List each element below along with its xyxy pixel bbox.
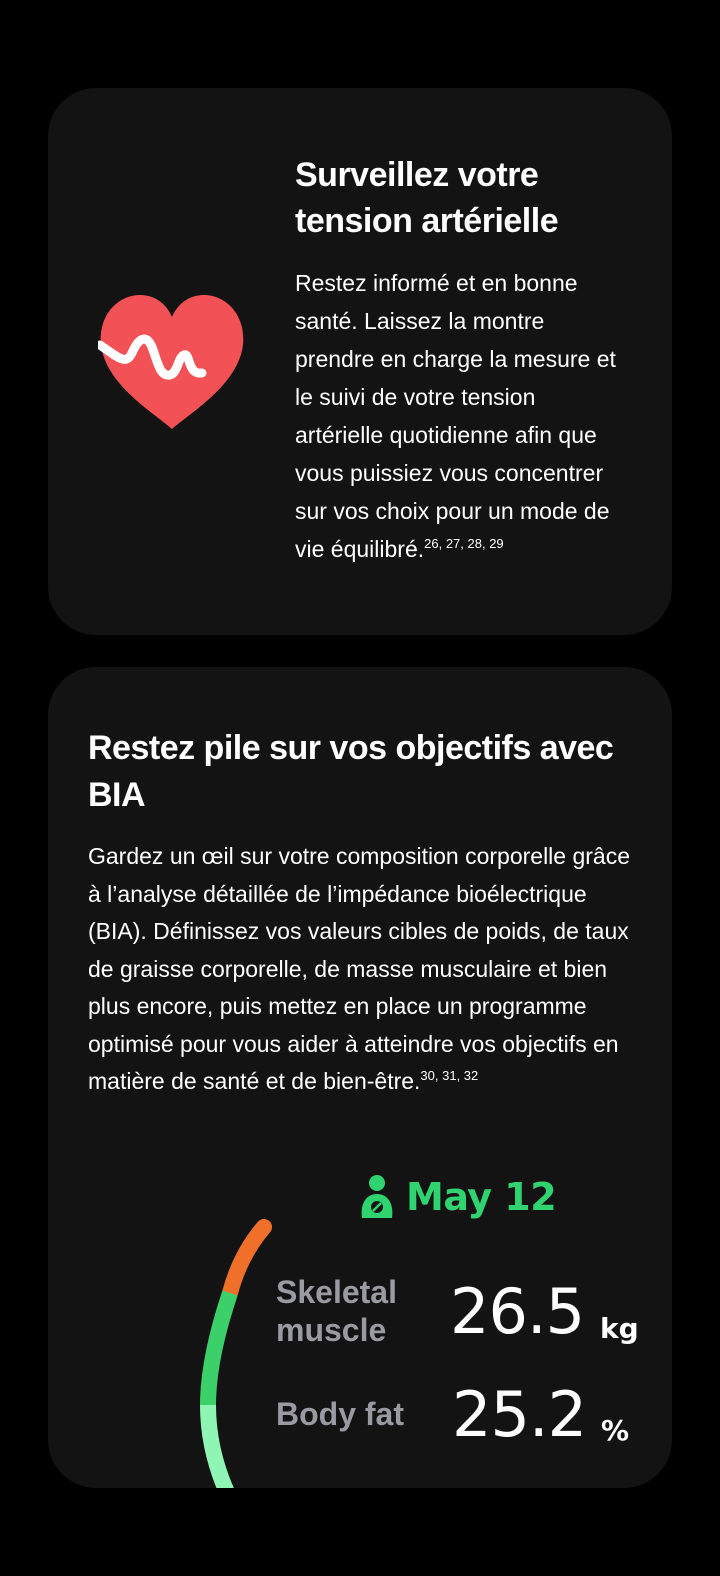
skeletal-muscle-value: 26.5 xyxy=(450,1275,585,1348)
gauge-segment-light-green xyxy=(208,1405,234,1488)
heart-pulse-icon xyxy=(98,293,246,431)
body-composition-icon xyxy=(358,1174,396,1220)
bia-card-body: Gardez un œil sur votre composition corporelle grâce à l’analyse détaillée de l’impédance bioélectrique (BIA). Définissez vos valeurs cibles de poids, de taux de graisse corporelle, de masse musculaire et bien plus encore, puis mettez en place un programme optimisé pour vous aider à atteindre vos objectifs en matière de santé et de bien-être. xyxy=(88,843,631,1094)
body-fat-unit: % xyxy=(601,1414,630,1447)
measurement-date-text: May 12 xyxy=(406,1175,557,1219)
bp-footnote-refs[interactable]: 26, 27, 28, 29 xyxy=(424,536,504,551)
gauge-segment-orange xyxy=(230,1227,264,1293)
blood-pressure-card xyxy=(48,88,672,635)
bia-card-description xyxy=(88,838,648,1101)
bp-card-body: Restez informé et en bonne santé. Laissez la montre prendre en charge la mesure et le suivi de votre tension artérielle quotidienne afin que vous puissiez vous concentrer sur vos choix pour un mode de vie équilibré. xyxy=(295,270,616,562)
bp-card-description xyxy=(295,264,625,568)
bia-footnote-refs[interactable]: 30, 31, 32 xyxy=(420,1068,479,1083)
skeletal-muscle-unit: kg xyxy=(600,1312,639,1345)
measurement-date xyxy=(358,1167,556,1227)
bia-card xyxy=(48,667,672,1488)
body-composition-gauge xyxy=(168,1187,288,1488)
gauge-segment-green xyxy=(208,1293,230,1405)
body-fat-value: 25.2 xyxy=(452,1378,587,1451)
body-fat-label: Body fat xyxy=(276,1396,404,1432)
skeletal-muscle-label: Skeletal muscle xyxy=(276,1274,397,1348)
bia-card-title: Restez pile sur vos objectifs avec BIA xyxy=(88,729,614,814)
bp-card-title: Surveillez votre tension artérielle xyxy=(295,156,559,240)
